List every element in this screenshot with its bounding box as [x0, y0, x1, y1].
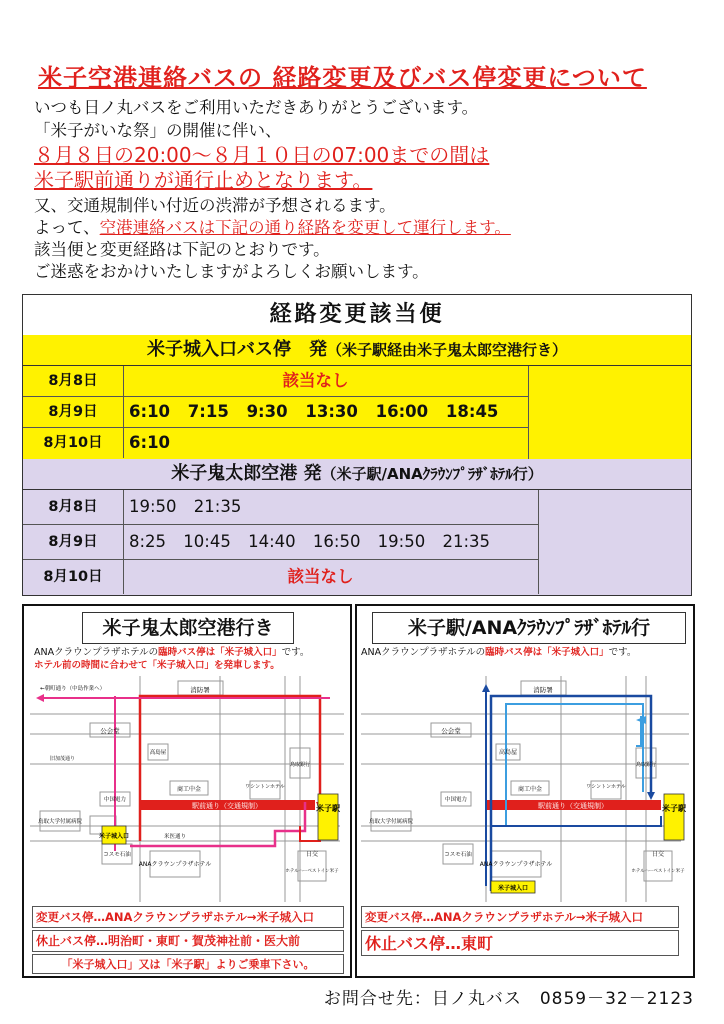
- map-label: 高島屋: [149, 750, 167, 756]
- panel-note-1: [361, 646, 636, 659]
- map-label: 中国電力: [103, 797, 127, 803]
- map-label: 鳥取大学付属病院: [368, 819, 414, 825]
- intro-line-6-highlight: 空港連絡バスは下記の通り経路を変更して運行します。: [99, 218, 511, 237]
- table-row: [23, 490, 538, 525]
- schedule-table: [22, 294, 692, 596]
- note-text: ANAクラウンプラザホテルの: [361, 647, 486, 658]
- map-label: 高島屋: [498, 749, 518, 756]
- panel-header: 米子駅/ANAｸﾗｳﾝﾌﾟﾗｻﾞﾎﾃﾙ行: [372, 612, 686, 644]
- changed-stop-note: 変更バス停…ANAクラウンプラザホテル→米子城入口: [361, 906, 679, 928]
- route-map-left: [30, 676, 344, 902]
- route-map-right: [361, 676, 689, 902]
- map-label: 鳥取大学付属病院: [37, 819, 83, 825]
- row-times: 6:10: [129, 433, 171, 452]
- map-label: 駅前通り（交通規制）: [538, 802, 608, 810]
- map-label: コスモ石油: [444, 852, 472, 858]
- section-title-main: 米子城入口バス停 発: [146, 339, 327, 360]
- map-label: 商工中金: [517, 786, 543, 793]
- map-label: 日交: [651, 851, 665, 858]
- table-row: [23, 428, 528, 458]
- map-label: 中国電力: [444, 797, 468, 803]
- note-highlight: 臨時バス停は「米子城入口」: [158, 647, 282, 658]
- section-title-sub: （米子駅経由米子鬼太郎空港行き）: [326, 341, 567, 359]
- changed-stop-note: 変更バス停…ANAクラウンプラザホテル→米子城入口: [32, 906, 344, 928]
- note-highlight: ホテル前の時間に合わせて「米子城入口」を発車します。: [34, 660, 280, 671]
- panel-to-station: [355, 604, 695, 978]
- map-label: ワシントンホテル: [245, 784, 285, 790]
- intro-line-1: いつも日ノ丸バスをご利用いただきありがとうございます。: [34, 98, 479, 117]
- map-label: 日交: [305, 851, 319, 858]
- panel-note-1: [34, 646, 309, 659]
- map-label: 公会堂: [100, 727, 120, 735]
- note-text: ANAクラウンプラザホテルの: [34, 647, 159, 658]
- schedule-header: 経路変更該当便: [23, 295, 691, 336]
- panel-header: 米子鬼太郎空港行き: [82, 612, 294, 644]
- map-label: 米子城入口: [98, 833, 130, 840]
- panel-to-airport: [22, 604, 352, 978]
- section-title: [23, 335, 691, 366]
- section-title-sub: （米子駅/ANAｸﾗｳﾝﾌﾟﾗｻﾞﾎﾃﾙ行）: [321, 465, 543, 483]
- row-date: 8月10日: [23, 560, 124, 594]
- map-label: 鳥取銀行: [635, 762, 657, 768]
- intro-line-5: 又、交通規制伴い付近の渋滞が予想されるます。: [34, 196, 396, 215]
- map-label: 駅前通り（交通規制）: [192, 802, 262, 810]
- row-times: 19:50 21:35: [129, 497, 242, 516]
- row-none: 該当なし: [282, 371, 349, 390]
- intro-line-8: ご迷惑をおかけいたしますがよろしくお願いします。: [34, 262, 429, 281]
- map-label: 旧加茂通り: [50, 756, 76, 762]
- row-date: 8月10日: [23, 428, 124, 458]
- row-date: 8月9日: [23, 397, 124, 427]
- section-title: [23, 459, 691, 490]
- intro-line-2: 「米子がいな祭」の開催に伴い、: [34, 121, 282, 140]
- note-text-end: です。: [608, 647, 637, 658]
- suspended-stop-note: 休止バス停…明治町・東町・賀茂神社前・医大前: [32, 930, 344, 952]
- schedule-section-outbound: [23, 335, 691, 460]
- table-row: [23, 560, 538, 594]
- intro-line-7: 該当便と変更経路は下記のとおりです。: [34, 240, 330, 259]
- row-times: 6:10 7:15 9:30 13:30 16:00 18:45: [129, 402, 499, 421]
- map-label: 鳥取銀行: [289, 762, 311, 768]
- map-label: 米子駅: [316, 804, 340, 813]
- table-row: [23, 366, 528, 397]
- column-divider: [528, 366, 529, 459]
- map-label: ANAクラウンプラザホテル: [479, 861, 553, 868]
- map-label: 消防署: [533, 686, 553, 694]
- note-text-end: です。: [281, 647, 310, 658]
- row-none: 該当なし: [287, 567, 354, 586]
- map-label: ホテルハーベストイン米子: [285, 869, 339, 874]
- intro-line-3: ８月８日の20:00～８月１０日の07:00までの間は: [34, 143, 490, 167]
- section-title-main: 米子鬼太郎空港 発: [171, 463, 322, 484]
- map-label: ANAクラウンプラザホテル: [138, 861, 212, 868]
- map-label: 商工中金: [176, 786, 202, 793]
- map-label: ←朝町通り（中島作業へ）: [40, 686, 106, 692]
- table-row: [23, 525, 538, 560]
- row-date: 8月9日: [23, 525, 124, 559]
- row-date: 8月8日: [23, 366, 124, 396]
- page-title: 米子空港連絡バスの 経路変更及びバス停変更について: [38, 64, 647, 92]
- suspended-stop-note: 休止バス停…東町: [361, 930, 679, 956]
- column-divider: [538, 490, 539, 594]
- panel-note-2: [34, 659, 280, 672]
- contact-footer: お問合せ先：日ノ丸バス 0859－32－2123: [323, 989, 694, 1009]
- map-label: 公会堂: [441, 727, 461, 735]
- row-times: 8:25 10:45 14:40 16:50 19:50 21:35: [129, 532, 491, 551]
- note-highlight: 臨時バス停は「米子城入口」: [485, 647, 609, 658]
- table-row: [23, 397, 528, 428]
- intro-line-4: 米子駅前通りが通行止めとなります。: [34, 168, 373, 192]
- schedule-section-inbound: [23, 459, 691, 595]
- map-label: 消防署: [190, 686, 210, 694]
- map-label: ワシントンホテル: [586, 784, 626, 790]
- row-date: 8月8日: [23, 490, 124, 524]
- map-label: ホテルハーベストイン米子: [631, 869, 685, 874]
- map-label: 米子城入口: [497, 885, 529, 892]
- map-label: コスモ石油: [103, 852, 131, 858]
- intro-line-6: [34, 218, 511, 238]
- boarding-note: 「米子城入口」又は「米子駅」よりご乗車下さい。: [32, 954, 344, 974]
- map-label: 米子駅: [662, 804, 686, 813]
- intro-line-6-prefix: よって、: [34, 218, 100, 237]
- map-label: 米医通り: [163, 834, 187, 840]
